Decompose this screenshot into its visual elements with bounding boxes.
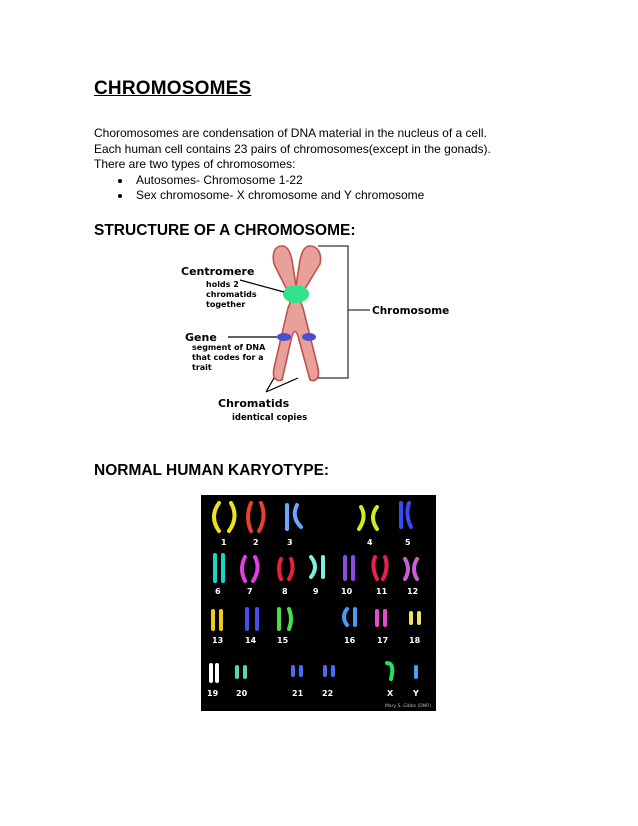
chromosome-types-list bbox=[94, 173, 554, 204]
chromosome-bracket bbox=[318, 246, 348, 378]
karyotype-label-15: 15 bbox=[277, 636, 289, 645]
gene-band-left bbox=[277, 333, 291, 341]
intro-paragraph bbox=[94, 126, 554, 204]
karyotype-label-6: 6 bbox=[215, 587, 221, 596]
page-title: CHROMOSOMES bbox=[94, 78, 252, 99]
list-item-sex-chromosome: • Sex chromosome- X chromosome and Y chromosome bbox=[132, 188, 554, 204]
centromere-desc-3: together bbox=[206, 300, 246, 309]
chromosome-shape bbox=[273, 246, 320, 381]
karyotype-heading: NORMAL HUMAN KARYOTYPE: bbox=[94, 462, 330, 479]
gene-desc-1: segment of DNA bbox=[192, 343, 266, 352]
centromere-mark bbox=[283, 285, 309, 303]
chromosome-label: Chromosome bbox=[372, 305, 450, 317]
karyotype-label-4: 4 bbox=[367, 538, 373, 547]
karyotype-label-21: 21 bbox=[292, 689, 304, 698]
karyotype-label-12: 12 bbox=[407, 587, 419, 596]
karyotype-label-13: 13 bbox=[212, 636, 224, 645]
gene-label: Gene bbox=[185, 331, 217, 344]
karyotype-label-2: 2 bbox=[253, 538, 259, 547]
intro-line-3: There are two types of chromosomes: bbox=[94, 157, 296, 171]
karyotype-image bbox=[201, 495, 436, 711]
karyotype-label-14: 14 bbox=[245, 636, 257, 645]
karyotype-label-5: 5 bbox=[405, 538, 411, 547]
structure-heading: STRUCTURE OF A CHROMOSOME: bbox=[94, 222, 356, 239]
karyotype-label-9: 9 bbox=[313, 587, 319, 596]
gene-desc-2: that codes for a bbox=[192, 353, 264, 362]
karyotype-label-19: 19 bbox=[207, 689, 219, 698]
chromatids-label: Chromatids bbox=[218, 397, 290, 410]
karyotype-label-18: 18 bbox=[409, 636, 421, 645]
centromere-desc-1: holds 2 bbox=[206, 280, 239, 289]
chromatids-desc: identical copies bbox=[232, 413, 308, 423]
karyotype-label-1: 1 bbox=[221, 538, 227, 547]
karyotype-label-20: 20 bbox=[236, 689, 248, 698]
image-credit: Mary S. Gibbs (DNR) bbox=[385, 704, 431, 709]
karyotype-label-7: 7 bbox=[247, 587, 253, 596]
intro-line-2: Each human cell contains 23 pairs of chromosomes(except in the gonads). bbox=[94, 141, 491, 156]
gene-band-right bbox=[302, 333, 316, 341]
karyotype-label-22: 22 bbox=[322, 689, 334, 698]
karyotype-label-3: 3 bbox=[287, 538, 293, 547]
karyotype-label-11: 11 bbox=[376, 587, 388, 596]
karyotype-label-x: X bbox=[387, 689, 394, 698]
centromere-label: Centromere bbox=[181, 265, 255, 278]
karyotype-label-17: 17 bbox=[377, 636, 389, 645]
karyotype-label-8: 8 bbox=[282, 587, 288, 596]
karyotype-label-y: Y bbox=[413, 689, 419, 698]
intro-line-1: Choromosomes are condensation of DNA material in the nucleus of a cell. bbox=[94, 126, 487, 140]
karyotype-label-16: 16 bbox=[344, 636, 356, 645]
centromere-desc-2: chromatids bbox=[206, 290, 257, 299]
chromosome-structure-diagram bbox=[170, 240, 470, 430]
karyotype-label-10: 10 bbox=[341, 587, 353, 596]
list-item-autosomes: • Autosomes- Chromosome 1-22 bbox=[132, 173, 554, 189]
gene-desc-3: trait bbox=[192, 363, 212, 372]
